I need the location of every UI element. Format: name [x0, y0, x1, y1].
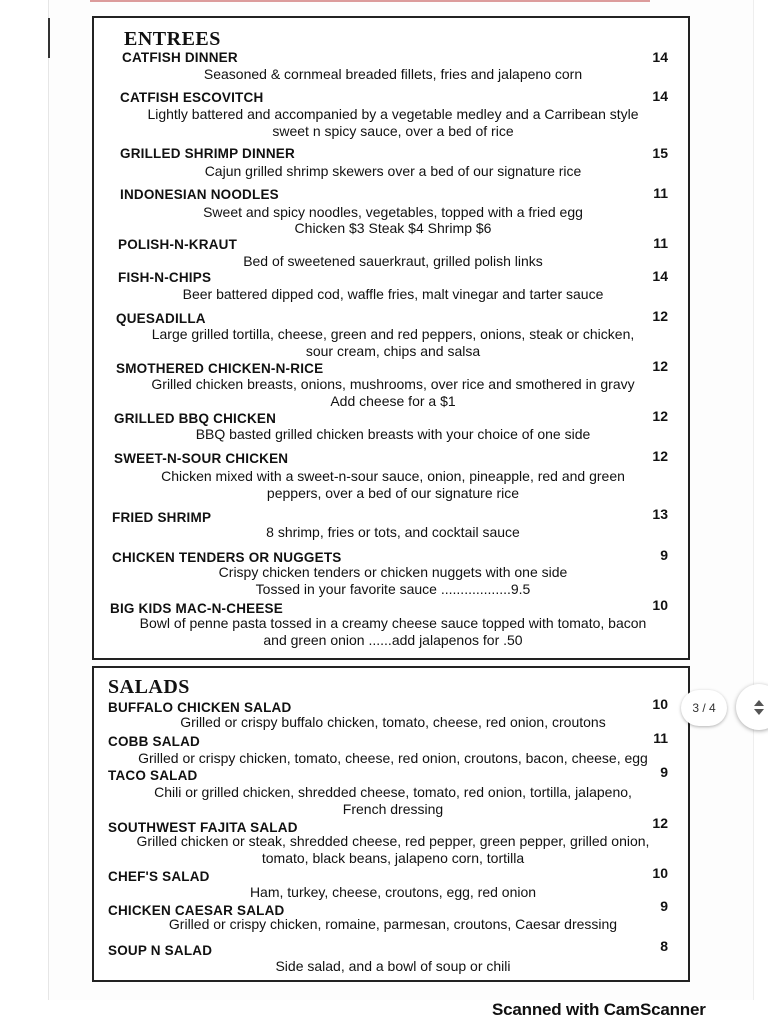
item-price: 12 — [652, 815, 668, 831]
item-name: GRILLED BBQ CHICKEN — [114, 411, 277, 426]
item-name: TACO SALAD — [108, 768, 198, 783]
item-price: 14 — [652, 268, 668, 284]
salads-section — [92, 666, 690, 982]
item-desc: Side salad, and a bowl of soup or chili — [275, 958, 511, 974]
item-desc: tomato, black beans, jalapeno corn, tortilla — [261, 850, 525, 866]
item-desc: Sweet and spicy noodles, vegetables, topped with a fried egg — [203, 204, 583, 220]
item-price: 10 — [652, 696, 668, 712]
item-desc: Grilled chicken or steak, shredded cheese, red pepper, green pepper, grilled onion, — [136, 833, 650, 849]
item-price: 12 — [652, 408, 668, 424]
item-price: 14 — [652, 49, 668, 65]
item-name: COBB SALAD — [108, 734, 200, 749]
item-price: 9 — [660, 547, 668, 563]
item-price: 9 — [660, 764, 668, 780]
item-desc: 8 shrimp, fries or tots, and cocktail sauce — [266, 524, 520, 540]
page-edge-line — [90, 0, 650, 2]
item-desc: Bed of sweetened sauerkraut, grilled polish links — [243, 253, 543, 269]
item-desc: sweet n spicy sauce, over a bed of rice — [272, 123, 514, 139]
item-desc: Grilled chicken breasts, onions, mushrooms, over rice and smothered in gravy — [151, 376, 635, 392]
item-price: 9 — [660, 898, 668, 914]
item-price: 12 — [652, 358, 668, 374]
item-desc: Crispy chicken tenders or chicken nuggets with one side — [218, 564, 568, 580]
item-desc: sour cream, chips and salsa — [305, 343, 481, 359]
item-price: 12 — [652, 448, 668, 464]
item-desc: Cajun grilled shrimp skewers over a bed of our signature rice — [204, 163, 582, 179]
item-price: 10 — [652, 597, 668, 613]
item-desc: Chili or grilled chicken, shredded cheese, tomato, red onion, tortilla, jalapeno, — [154, 784, 632, 800]
item-name: INDONESIAN NOODLES — [120, 187, 279, 202]
item-desc: Grilled or crispy chicken, romaine, parmesan, croutons, Caesar dressing — [168, 916, 618, 932]
salads-title: SALADS — [108, 676, 190, 698]
item-name: CATFISH DINNER — [122, 50, 238, 65]
item-name: SOUP N SALAD — [108, 943, 213, 958]
item-desc: Bowl of penne pasta tossed in a creamy cheese sauce topped with tomato, bacon — [139, 615, 647, 631]
item-name: FISH-N-CHIPS — [118, 270, 212, 285]
item-desc: BBQ basted grilled chicken breasts with your choice of one side — [195, 426, 591, 442]
item-name: CHEF'S SALAD — [108, 869, 210, 884]
item-desc: French dressing — [342, 801, 444, 817]
item-desc: Lightly battered and accompanied by a vegetable medley and a Carribean style — [147, 106, 639, 122]
item-desc: Beer battered dipped cod, waffle fries, malt vinegar and tarter sauce — [182, 286, 604, 302]
item-price: 15 — [652, 145, 668, 161]
item-desc: Grilled or crispy buffalo chicken, tomato, cheese, red onion, croutons — [180, 714, 606, 730]
item-name: GRILLED SHRIMP DINNER — [120, 146, 295, 161]
item-price: 11 — [653, 235, 668, 251]
entrees-title: ENTREES — [124, 28, 221, 50]
item-price: 10 — [652, 865, 668, 881]
item-desc: Add cheese for a $1 — [330, 393, 456, 409]
item-desc: Ham, turkey, cheese, croutons, egg, red onion — [249, 884, 537, 900]
item-name: CHICKEN TENDERS OR NUGGETS — [112, 550, 342, 565]
item-name: SOUTHWEST FAJITA SALAD — [108, 820, 298, 835]
item-name: QUESADILLA — [116, 311, 206, 326]
item-desc: Chicken $3 Steak $4 Shrimp $6 — [294, 220, 492, 236]
page-indicator: 3 / 4 — [681, 690, 727, 726]
item-name: SWEET-N-SOUR CHICKEN — [114, 451, 289, 466]
item-price: 8 — [660, 938, 668, 954]
item-desc: and green onion ......add jalapenos for .50 — [263, 632, 523, 648]
item-name: POLISH-N-KRAUT — [118, 237, 238, 252]
item-price: 14 — [652, 88, 668, 104]
item-name: FRIED SHRIMP — [112, 510, 212, 525]
up-arrow-icon — [754, 700, 764, 706]
camscanner-watermark: Scanned with CamScanner — [492, 1000, 706, 1019]
item-price: 11 — [653, 185, 668, 201]
item-desc: Grilled or crispy chicken, tomato, cheese, red onion, croutons, bacon, cheese, egg — [138, 750, 648, 766]
item-desc: Tossed in your favorite sauce ..................9.5 — [255, 581, 531, 597]
item-name: CHICKEN CAESAR SALAD — [108, 903, 285, 918]
item-price: 13 — [652, 506, 668, 522]
item-price: 12 — [652, 308, 668, 324]
item-desc: Large grilled tortilla, cheese, green and red peppers, onions, steak or chicken, — [151, 326, 635, 342]
item-name: CATFISH ESCOVITCH — [120, 90, 264, 105]
item-desc: peppers, over a bed of our signature rice — [266, 485, 520, 501]
item-name: BUFFALO CHICKEN SALAD — [108, 700, 292, 715]
entrees-section — [92, 16, 690, 660]
scan-mark — [48, 18, 50, 58]
item-name: SMOTHERED CHICKEN-N-RICE — [116, 361, 324, 376]
item-name: BIG KIDS MAC-N-CHEESE — [110, 601, 283, 616]
item-desc: Chicken mixed with a sweet-n-sour sauce, onion, pineapple, red and green — [161, 468, 625, 484]
item-desc: Seasoned & cornmeal breaded fillets, fries and jalapeno corn — [203, 66, 583, 82]
down-arrow-icon — [754, 709, 764, 715]
item-price: 11 — [653, 730, 668, 746]
